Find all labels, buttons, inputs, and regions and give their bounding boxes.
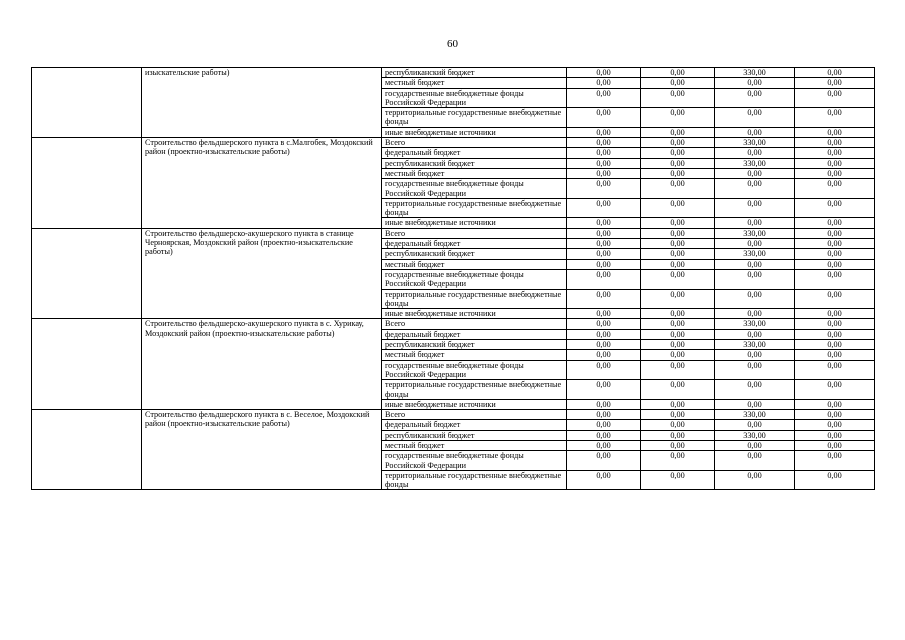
value-cell: 0,00 [641,108,715,128]
value-cell: 0,00 [567,430,641,440]
value-cell: 0,00 [567,350,641,360]
value-cell: 0,00 [641,420,715,430]
value-cell: 0,00 [567,218,641,228]
value-cell: 0,00 [795,239,875,249]
funding-source-cell: федеральный бюджет [382,329,567,339]
funding-source-cell: государственные внебюджетные фонды Российской Федерации [382,360,567,380]
value-cell: 0,00 [641,148,715,158]
value-cell: 0,00 [715,269,795,289]
value-cell: 0,00 [715,168,795,178]
value-cell: 0,00 [567,451,641,471]
value-cell: 0,00 [715,88,795,108]
value-cell: 0,00 [641,158,715,168]
value-cell: 0,00 [795,168,875,178]
value-cell: 0,00 [795,360,875,380]
funding-source-cell: федеральный бюджет [382,420,567,430]
value-cell: 0,00 [567,239,641,249]
value-cell: 0,00 [567,127,641,137]
value-cell: 0,00 [715,108,795,128]
funding-source-cell: государственные внебюджетные фонды Российской Федерации [382,88,567,108]
value-cell: 0,00 [567,269,641,289]
value-cell: 0,00 [715,451,795,471]
value-cell: 0,00 [795,179,875,199]
value-cell: 0,00 [567,168,641,178]
funding-source-cell: государственные внебюджетные фонды Российской Федерации [382,451,567,471]
funding-source-cell: территориальные государственные внебюджетные фонды [382,470,567,490]
value-cell: 0,00 [715,239,795,249]
value-cell: 0,00 [715,218,795,228]
value-cell: 0,00 [641,350,715,360]
value-cell: 0,00 [795,218,875,228]
value-cell: 330,00 [715,340,795,350]
funding-source-cell: территориальные государственные внебюджетные фонды [382,198,567,218]
funding-source-cell: Всего [382,319,567,329]
value-cell: 0,00 [641,410,715,420]
value-cell: 0,00 [795,380,875,400]
value-cell: 0,00 [567,420,641,430]
value-cell: 0,00 [795,148,875,158]
value-cell: 0,00 [795,127,875,137]
value-cell: 0,00 [641,127,715,137]
value-cell: 0,00 [567,88,641,108]
value-cell: 0,00 [567,68,641,78]
funding-source-cell: иные внебюджетные источники [382,127,567,137]
funding-table [31,67,875,490]
value-cell: 0,00 [641,329,715,339]
value-cell: 0,00 [795,198,875,218]
funding-source-cell: государственные внебюджетные фонды Российской Федерации [382,179,567,199]
value-cell: 0,00 [795,88,875,108]
value-cell: 0,00 [715,179,795,199]
value-cell: 0,00 [641,430,715,440]
value-cell: 330,00 [715,228,795,238]
value-cell: 0,00 [567,440,641,450]
value-cell: 0,00 [567,78,641,88]
funding-source-cell: государственные внебюджетные фонды Российской Федерации [382,269,567,289]
value-cell: 0,00 [641,68,715,78]
value-cell: 0,00 [795,138,875,148]
table-row [32,410,875,420]
value-cell: 0,00 [795,399,875,409]
project-name-cell: Строительство фельдшерского пункта в с.Малгобек, Моздокский район (проектно-изыскательские работы) [142,138,382,229]
funding-source-cell: Всего [382,138,567,148]
row-number-cell [32,228,142,319]
funding-source-cell: местный бюджет [382,350,567,360]
value-cell: 0,00 [641,309,715,319]
funding-source-cell: территориальные государственные внебюджетные фонды [382,108,567,128]
project-name-cell: Строительство фельдшерского пункта в с. Веселое, Моздокский район (проектно-изыскательские работы) [142,410,382,490]
value-cell: 0,00 [567,380,641,400]
value-cell: 330,00 [715,430,795,440]
value-cell: 0,00 [715,420,795,430]
funding-source-cell: республиканский бюджет [382,430,567,440]
value-cell: 0,00 [795,289,875,309]
value-cell: 0,00 [567,319,641,329]
funding-source-cell: местный бюджет [382,78,567,88]
value-cell: 0,00 [641,289,715,309]
value-cell: 0,00 [715,289,795,309]
value-cell: 0,00 [567,329,641,339]
value-cell: 0,00 [641,340,715,350]
value-cell: 0,00 [567,108,641,128]
value-cell: 0,00 [567,340,641,350]
funding-source-cell: Всего [382,410,567,420]
value-cell: 0,00 [567,148,641,158]
value-cell: 0,00 [715,127,795,137]
funding-source-cell: местный бюджет [382,168,567,178]
value-cell: 0,00 [795,158,875,168]
value-cell: 0,00 [715,380,795,400]
value-cell: 0,00 [715,259,795,269]
value-cell: 0,00 [641,440,715,450]
row-number-cell [32,410,142,490]
value-cell: 0,00 [567,360,641,380]
table-row [32,319,875,329]
value-cell: 0,00 [715,350,795,360]
value-cell: 0,00 [641,138,715,148]
table-row [32,68,875,78]
value-cell: 0,00 [715,360,795,380]
value-cell: 0,00 [641,168,715,178]
value-cell: 330,00 [715,138,795,148]
value-cell: 0,00 [641,179,715,199]
value-cell: 0,00 [715,198,795,218]
funding-source-cell: местный бюджет [382,440,567,450]
value-cell: 0,00 [795,440,875,450]
value-cell: 0,00 [641,380,715,400]
value-cell: 0,00 [795,350,875,360]
value-cell: 0,00 [567,179,641,199]
value-cell: 0,00 [567,138,641,148]
value-cell: 0,00 [641,360,715,380]
funding-source-cell: иные внебюджетные источники [382,218,567,228]
value-cell: 0,00 [795,451,875,471]
funding-table-body [32,68,875,490]
value-cell: 0,00 [715,329,795,339]
value-cell: 0,00 [641,218,715,228]
value-cell: 0,00 [567,249,641,259]
value-cell: 0,00 [641,228,715,238]
value-cell: 0,00 [795,329,875,339]
value-cell: 0,00 [567,410,641,420]
value-cell: 0,00 [795,259,875,269]
value-cell: 330,00 [715,249,795,259]
value-cell: 0,00 [641,88,715,108]
funding-source-cell: Всего [382,228,567,238]
row-number-cell [32,319,142,410]
value-cell: 0,00 [795,309,875,319]
value-cell: 0,00 [567,198,641,218]
project-name-cell: Строительство фельдшерско-акушерского пункта в станице Черноярская, Моздокский район (проектно-изыскательские работы) [142,228,382,319]
table-row [32,228,875,238]
value-cell: 0,00 [715,309,795,319]
project-name-cell: Строительство фельдшерско-акушерского пункта в с. Хурикау, Моздокский район (проектно-изыскательские работы) [142,319,382,410]
value-cell: 0,00 [715,470,795,490]
value-cell: 0,00 [795,470,875,490]
funding-source-cell: иные внебюджетные источники [382,309,567,319]
value-cell: 0,00 [795,410,875,420]
table-row [32,138,875,148]
funding-source-cell: республиканский бюджет [382,249,567,259]
value-cell: 0,00 [795,319,875,329]
value-cell: 0,00 [641,239,715,249]
value-cell: 0,00 [795,420,875,430]
page-number: 60 [447,38,458,50]
value-cell: 330,00 [715,410,795,420]
value-cell: 0,00 [795,269,875,289]
funding-source-cell: территориальные государственные внебюджетные фонды [382,289,567,309]
value-cell: 0,00 [795,249,875,259]
value-cell: 0,00 [567,158,641,168]
value-cell: 0,00 [795,340,875,350]
project-name-cell: изыскательские работы) [142,68,382,138]
value-cell: 0,00 [567,289,641,309]
value-cell: 0,00 [641,470,715,490]
value-cell: 0,00 [715,148,795,158]
value-cell: 0,00 [795,228,875,238]
value-cell: 0,00 [715,440,795,450]
funding-source-cell: территориальные государственные внебюджетные фонды [382,380,567,400]
value-cell: 0,00 [641,198,715,218]
value-cell: 330,00 [715,158,795,168]
funding-source-cell: республиканский бюджет [382,340,567,350]
funding-source-cell: федеральный бюджет [382,239,567,249]
value-cell: 0,00 [715,78,795,88]
value-cell: 0,00 [641,78,715,88]
value-cell: 0,00 [567,470,641,490]
row-number-cell [32,138,142,229]
value-cell: 0,00 [567,309,641,319]
funding-source-cell: федеральный бюджет [382,148,567,158]
value-cell: 0,00 [567,228,641,238]
value-cell: 330,00 [715,319,795,329]
value-cell: 0,00 [567,399,641,409]
value-cell: 0,00 [641,399,715,409]
value-cell: 0,00 [567,259,641,269]
row-number-cell [32,68,142,138]
value-cell: 0,00 [715,399,795,409]
value-cell: 330,00 [715,68,795,78]
value-cell: 0,00 [641,269,715,289]
value-cell: 0,00 [795,430,875,440]
funding-source-cell: республиканский бюджет [382,68,567,78]
value-cell: 0,00 [795,108,875,128]
value-cell: 0,00 [641,319,715,329]
value-cell: 0,00 [641,249,715,259]
value-cell: 0,00 [641,259,715,269]
value-cell: 0,00 [795,68,875,78]
value-cell: 0,00 [795,78,875,88]
funding-source-cell: республиканский бюджет [382,158,567,168]
funding-source-cell: местный бюджет [382,259,567,269]
funding-source-cell: иные внебюджетные источники [382,399,567,409]
value-cell: 0,00 [641,451,715,471]
